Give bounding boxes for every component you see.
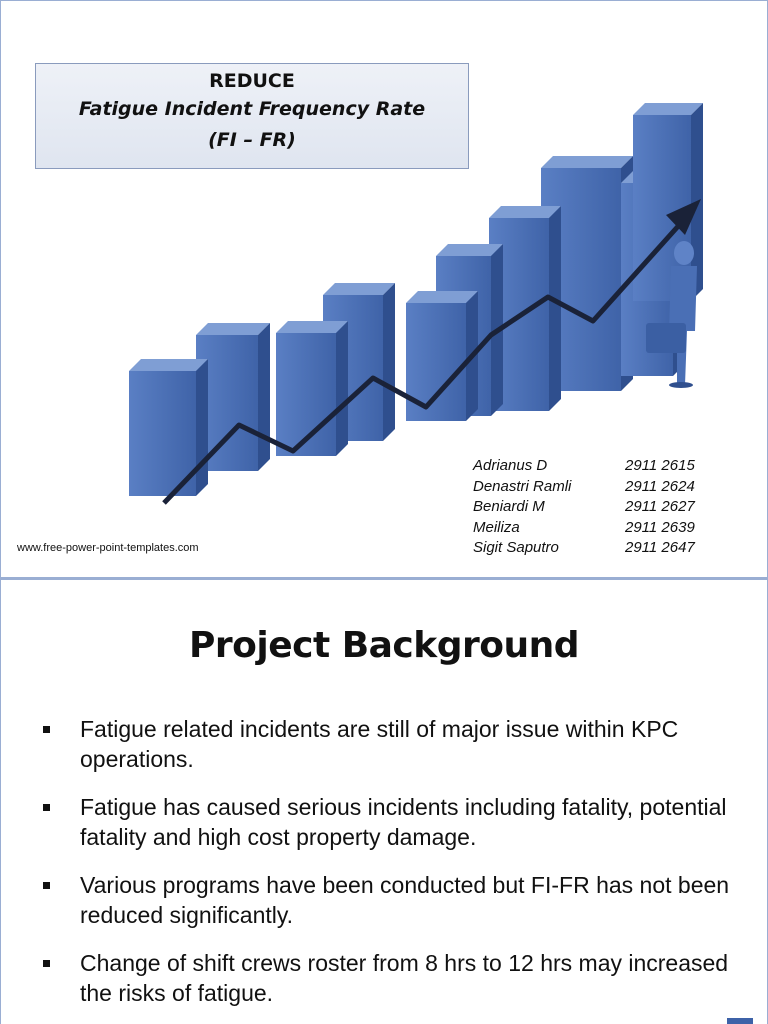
member-name: Denastri Ramli <box>473 477 572 495</box>
bullet-text: Change of shift crews roster from 8 hrs to 12 hrs may increased the risks of fatigue. <box>80 950 729 1006</box>
title-box <box>35 63 469 169</box>
member-name: Adrianus D <box>473 457 548 474</box>
bullet-item <box>41 792 741 852</box>
slide-title: Project Background <box>188 625 579 666</box>
chart-bar-side <box>336 321 348 456</box>
member-id: 2911 2624 <box>625 477 695 495</box>
chart-bar-top <box>323 283 395 295</box>
member-id: 2911 2627 <box>625 498 695 516</box>
member-id: 2911 2615 <box>625 457 695 474</box>
bullet-square-icon <box>43 804 50 811</box>
bullet-item <box>41 714 741 774</box>
bullet-square-icon <box>43 726 50 733</box>
bullet-item <box>41 948 741 1008</box>
chart-bar-top <box>633 103 703 115</box>
bullet-item <box>41 870 741 930</box>
bullet-list <box>41 714 741 1024</box>
team-list <box>473 457 695 560</box>
title-line-1: REDUCE <box>209 70 295 92</box>
chart-bar-top <box>489 206 561 218</box>
team-member-row <box>473 478 695 499</box>
member-name: Beniardi M <box>473 498 545 516</box>
member-id: 2911 2647 <box>625 539 695 557</box>
team-member-row <box>473 539 695 560</box>
template-url: www.free-power-point-templates.com <box>17 542 199 554</box>
bullet-text: Fatigue has caused serious incidents including fatality, potential fatality and high cost property damage. <box>80 794 727 850</box>
bullet-text: Various programs have been conducted but FI-FR has not been reduced significantly. <box>80 872 730 928</box>
member-name: Sigit Saputro <box>473 539 559 557</box>
title-line-3: (FI – FR) <box>208 129 296 151</box>
chart-bar-side <box>258 323 270 471</box>
bullet-square-icon <box>43 960 50 967</box>
team-member-row <box>473 519 695 540</box>
member-name: Meiliza <box>473 518 520 536</box>
chart-bar-top <box>541 156 633 168</box>
bullet-square-icon <box>43 882 50 889</box>
chart-bar-side <box>196 359 208 496</box>
title-line-2: Fatigue Incident Frequency Rate <box>78 98 426 120</box>
chart-bar-top <box>196 323 270 335</box>
chart-bar-side <box>549 206 561 411</box>
team-member-row <box>473 498 695 519</box>
member-id: 2911 2639 <box>625 518 695 536</box>
chart-bar-top <box>129 359 208 371</box>
bullet-text: Fatigue related incidents are still of major issue within KPC operations. <box>80 716 679 772</box>
slide-2 <box>0 578 768 1024</box>
chart-bar-top <box>276 321 348 333</box>
chart-bar-side <box>383 283 395 441</box>
team-member-row <box>473 457 695 478</box>
corner-decoration <box>727 1018 753 1024</box>
chart-bar-top <box>406 291 478 303</box>
